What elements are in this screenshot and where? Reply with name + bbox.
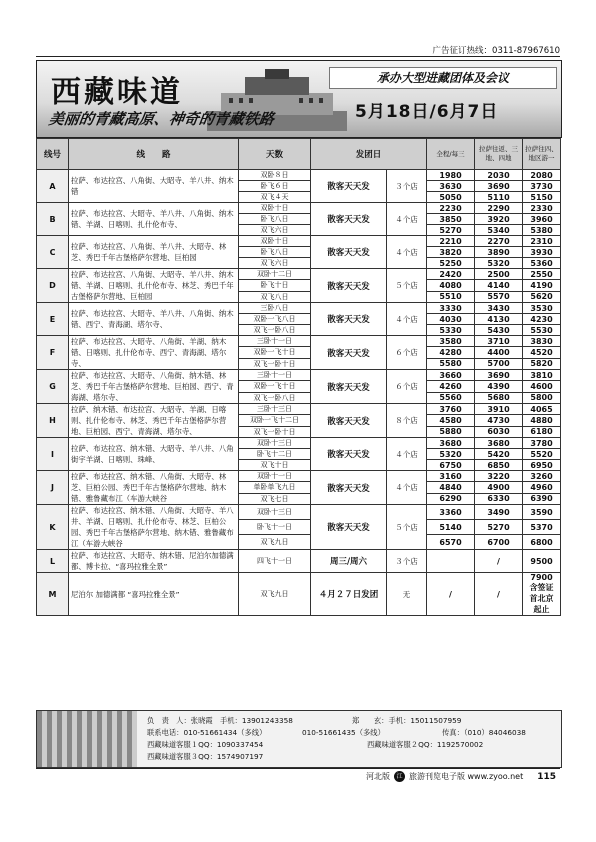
tour-duration: 双飞一卧十日 [239, 358, 311, 369]
price-cell: 3820 [427, 247, 475, 258]
contact-manager-2: 郑 玄：手机：15011507959 [352, 716, 462, 725]
price-cell: 3530 [523, 303, 561, 314]
departure-schedule: 散客天天发 [311, 438, 387, 471]
footer-network: 旅游刊览电子版 www.zyoo.net [408, 772, 524, 781]
tagline: 美丽的青藏高原、神奇的青藏铁路 [47, 110, 276, 128]
price-cell: 3220 [475, 471, 523, 482]
departure-schedule: 周三/周六 [311, 550, 387, 573]
tour-duration: 四飞十一日 [239, 550, 311, 573]
price-cell: 3590 [523, 505, 561, 520]
price-cell: 4580 [427, 415, 475, 426]
tour-duration: 双飞九日 [239, 573, 311, 616]
footer-divider [36, 768, 560, 769]
price-cell: 2330 [523, 203, 561, 214]
price-cell: 3730 [523, 181, 561, 192]
tour-duration: 卧飞八日 [239, 247, 311, 258]
shop-count: ３个店 [387, 170, 427, 203]
price-cell: 3490 [475, 505, 523, 520]
price-cell: 3260 [523, 471, 561, 482]
price-cell: 3690 [475, 370, 523, 381]
price-cell: 6180 [523, 426, 561, 437]
shop-count: ４个店 [387, 236, 427, 269]
price-cell: 5140 [427, 520, 475, 535]
route-description: 拉萨、布达拉宫、纳木错、八角街、大昭寺、羊八井、羊湖、日喀则、扎什伦布寺、林芝、巨柏公园、秀巴千年古堡格萨尔营地、纳木错、雅鲁藏布江（车游大峡谷 [69, 505, 239, 550]
departure-schedule: 散客天天发 [311, 336, 387, 370]
price-cell: 3830 [523, 336, 561, 347]
price-cell: 3890 [475, 247, 523, 258]
price-cell: 3920 [475, 214, 523, 225]
tour-duration: 卧飞八日 [239, 214, 311, 225]
price-cell: 2080 [523, 170, 561, 181]
footer-publisher: 河北版 [365, 772, 390, 781]
price-cell: 3690 [475, 181, 523, 192]
tour-duration: 双卧一飞十日 [239, 381, 311, 392]
route-description: 拉萨、布达拉宫、八角街、大昭寺、羊八井、纳木错 [69, 170, 239, 203]
price-cell: 6850 [475, 460, 523, 471]
price-cell: 5340 [475, 225, 523, 236]
tour-duration: 双卧一飞十二日 [239, 415, 311, 426]
tour-duration: 双飞七日 [239, 493, 311, 504]
col-price-lhasa-three: 拉萨往返、三地、四地 [475, 139, 523, 170]
tour-duration: 双飞十日 [239, 460, 311, 471]
line-id: I [37, 438, 69, 471]
line-id: H [37, 404, 69, 438]
price-cell: 3850 [427, 214, 475, 225]
price-cell: 4260 [427, 381, 475, 392]
price-cell: 6700 [475, 535, 523, 550]
tour-duration: 双卧十日 [239, 236, 311, 247]
price-cell: 6390 [523, 493, 561, 504]
tour-duration: 三卧十三日 [239, 404, 311, 415]
line-id: A [37, 170, 69, 203]
col-price-lhasa-four: 拉萨往四、地区游一 [523, 139, 561, 170]
tour-duration: 卧飞十日 [239, 280, 311, 291]
price-cell: 4730 [475, 415, 523, 426]
contact-phone-2: 010-51661435（多线） [302, 728, 385, 737]
header-divider [36, 56, 560, 57]
tour-duration: 三卧八日 [239, 303, 311, 314]
price-cell: / [475, 550, 523, 573]
shop-count: 无 [387, 573, 427, 616]
line-id: G [37, 370, 69, 404]
departure-schedule: 散客天天发 [311, 303, 387, 336]
price-cell: 6750 [427, 460, 475, 471]
price-cell: 5570 [475, 291, 523, 302]
price-cell: 5520 [523, 449, 561, 460]
shop-count: ５个店 [387, 505, 427, 550]
price-cell: 5560 [427, 392, 475, 403]
tour-duration: 双飞４天 [239, 192, 311, 203]
route-description: 拉萨、布达拉宫、八角街、大昭寺、羊八井、纳木错、羊湖、日喀则、扎什伦布寺、林芝、秀巴千年古堡格萨尔营地、巨柏园 [69, 269, 239, 303]
tour-duration: 三卧十一日 [239, 370, 311, 381]
price-cell: 4400 [475, 347, 523, 358]
line-id: E [37, 303, 69, 336]
tour-duration: 双卧十日 [239, 203, 311, 214]
route-description: 拉萨、布达拉宫、大昭寺、羊八井、八角街、纳木错、西宁、青海湖、塔尔寺、 [69, 303, 239, 336]
route-description: 拉萨、布达拉宫、大昭寺、八角街、羊湖、纳木错、日喀则、扎什伦布寺、西宁、青海湖、塔尔寺、 [69, 336, 239, 370]
price-cell: 5270 [427, 225, 475, 236]
price-cell: 3910 [475, 404, 523, 415]
price-cell: 6800 [523, 535, 561, 550]
page-footer [366, 771, 556, 782]
table-row [37, 170, 561, 181]
contact-phone-1: 联系电话：010-51661434（多线） [147, 728, 267, 737]
shop-count: ３个店 [387, 550, 427, 573]
line-id: L [37, 550, 69, 573]
table-row [37, 303, 561, 314]
price-cell: 5050 [427, 192, 475, 203]
banner [36, 60, 562, 138]
price-cell: 5320 [475, 258, 523, 269]
line-id: B [37, 203, 69, 236]
table-row [37, 471, 561, 482]
tour-duration: 双飞一卧十日 [239, 426, 311, 437]
price-cell: 4130 [475, 314, 523, 325]
price-cell: 3810 [523, 370, 561, 381]
price-cell: 4030 [427, 314, 475, 325]
price-cell: 5380 [523, 225, 561, 236]
price-cell: 9500 [523, 550, 561, 573]
price-cell: 5700 [475, 358, 523, 369]
route-description: 拉萨、布达拉宫、纳木错、大昭寺、羊八井、八角街宇羊湖、日喀则、珠峰、 [69, 438, 239, 471]
price-cell: 3330 [427, 303, 475, 314]
price-cell: 5110 [475, 192, 523, 203]
tour-duration: 双飞一卧八日 [239, 392, 311, 403]
tour-price-table [36, 138, 561, 616]
line-id: C [37, 236, 69, 269]
departure-schedule: 散客天天发 [311, 404, 387, 438]
contact-qq-1: 西藏味道客服１QQ：1090337454 [147, 740, 264, 749]
price-cell: 5360 [523, 258, 561, 269]
price-cell: 6570 [427, 535, 475, 550]
table-row [37, 404, 561, 415]
price-cell: 3430 [475, 303, 523, 314]
price-cell: 5430 [475, 325, 523, 336]
table-row [37, 336, 561, 347]
price-cell: 2210 [427, 236, 475, 247]
tour-duration: 双卧一飞十日 [239, 347, 311, 358]
price-cell: 5370 [523, 520, 561, 535]
shop-count: ６个店 [387, 336, 427, 370]
price-cell: 5680 [475, 392, 523, 403]
price-cell: 4900 [475, 482, 523, 493]
price-cell: 2290 [475, 203, 523, 214]
price-cell: 5420 [475, 449, 523, 460]
price-cell: 6950 [523, 460, 561, 471]
line-id: K [37, 505, 69, 550]
route-description: 拉萨、布达拉宫、大昭寺、纳木错、尼泊尔加德满都、博卡拉、“喜玛拉雅全景” [69, 550, 239, 573]
price-cell: 4190 [523, 280, 561, 291]
price-cell: 3710 [475, 336, 523, 347]
price-cell: 3780 [523, 438, 561, 449]
price-cell: 7900 含签证 首北京 起止 [523, 573, 561, 616]
table-row [37, 550, 561, 573]
price-cell: 2500 [475, 269, 523, 280]
table-row [37, 505, 561, 520]
price-cell: 4080 [427, 280, 475, 291]
table-header-row [37, 139, 561, 170]
contact-qq-3: 西藏味道客服３QQ：1574907197 [147, 752, 264, 761]
col-departure: 发团日 [311, 139, 427, 170]
price-cell: 5880 [427, 426, 475, 437]
departure-schedule: 散客天天发 [311, 170, 387, 203]
tour-duration: 三卧十一日 [239, 336, 311, 347]
tour-duration: 双卧十一日 [239, 471, 311, 482]
shop-count: ４个店 [387, 438, 427, 471]
shop-count: ４个店 [387, 203, 427, 236]
price-cell: 5510 [427, 291, 475, 302]
price-cell: 1980 [427, 170, 475, 181]
col-price-full: 全程/每三 [427, 139, 475, 170]
tour-duration: 双卧十二日 [239, 269, 311, 280]
ad-hotline: 广告征订热线：0311-87967610 [432, 46, 560, 56]
brand-title: 西藏味道 [51, 75, 183, 110]
contact-panel [36, 710, 562, 768]
price-cell: 4960 [523, 482, 561, 493]
price-cell: 3960 [523, 214, 561, 225]
tour-duration: 双卧８日 [239, 170, 311, 181]
price-cell: 4520 [523, 347, 561, 358]
tour-duration: 双卧十三日 [239, 505, 311, 520]
departure-dates: 5月18日/6月7日 [355, 102, 499, 122]
tour-duration: 单卧单飞九日 [239, 482, 311, 493]
departure-schedule: 散客天天发 [311, 370, 387, 404]
price-cell: 5530 [523, 325, 561, 336]
price-cell: 3660 [427, 370, 475, 381]
tour-duration: 卧飞十二日 [239, 449, 311, 460]
price-cell: 3680 [427, 438, 475, 449]
tour-duration: 双飞九日 [239, 535, 311, 550]
price-cell: 5800 [523, 392, 561, 403]
table-body [37, 170, 561, 616]
tour-duration: 双飞六日 [239, 225, 311, 236]
price-cell: 2420 [427, 269, 475, 280]
route-description: 拉萨、布达拉宫、大昭寺、八角街、纳木错、林芝、秀巴千年古堡格萨尔营地、巨柏园、西宁、青海湖、塔尔寺、 [69, 370, 239, 404]
tour-duration: 卧飞６日 [239, 181, 311, 192]
price-cell: 5150 [523, 192, 561, 203]
price-cell: 5320 [427, 449, 475, 460]
tour-duration: 双卧十三日 [239, 438, 311, 449]
price-cell: 6290 [427, 493, 475, 504]
price-cell: 2030 [475, 170, 523, 181]
line-id: M [37, 573, 69, 616]
departure-schedule: 散客天天发 [311, 203, 387, 236]
price-cell: 4140 [475, 280, 523, 291]
price-cell: 6030 [475, 426, 523, 437]
shop-count: ４个店 [387, 471, 427, 505]
price-cell: 3580 [427, 336, 475, 347]
col-days: 天数 [239, 139, 311, 170]
page-number: 115 [537, 771, 556, 782]
shop-count: ４个店 [387, 303, 427, 336]
col-line-id: 线号 [37, 139, 69, 170]
route-description: 拉萨、纳木错、布达拉宫、大昭寺、羊湖、日喀则、扎什伦布寺、林芝、秀巴千年古堡格萨尔营地、巨柏园、西宁、青海湖、塔尔寺、 [69, 404, 239, 438]
price-cell: 4230 [523, 314, 561, 325]
price-cell: 3680 [475, 438, 523, 449]
price-cell: 5270 [475, 520, 523, 535]
shop-count: ８个店 [387, 404, 427, 438]
departure-schedule: 散客天天发 [311, 269, 387, 303]
table-row [37, 438, 561, 449]
line-id: D [37, 269, 69, 303]
table-row [37, 236, 561, 247]
price-cell: 3930 [523, 247, 561, 258]
slogan-box: 承办大型进藏团体及会议 [329, 67, 557, 89]
publisher-logo-icon: 江 [394, 771, 405, 782]
tour-duration: 双飞一卧八日 [239, 325, 311, 336]
price-cell: 5580 [427, 358, 475, 369]
tour-duration: 卧飞十一日 [239, 520, 311, 535]
price-cell: 3360 [427, 505, 475, 520]
contact-manager: 负 责 人：张晓霞 手机：13901243358 [147, 716, 293, 725]
departure-schedule: ４月２７日发团 [311, 573, 387, 616]
price-cell: 2230 [427, 203, 475, 214]
price-cell: 3630 [427, 181, 475, 192]
table-row [37, 370, 561, 381]
price-cell: 6330 [475, 493, 523, 504]
price-cell: 5330 [427, 325, 475, 336]
price-cell: 2550 [523, 269, 561, 280]
contact-qq-2: 西藏味道客服２QQ：1192570002 [367, 740, 484, 749]
shop-count: ６个店 [387, 370, 427, 404]
price-cell: 4600 [523, 381, 561, 392]
price-cell [427, 550, 475, 573]
price-cell: 4840 [427, 482, 475, 493]
line-id: F [37, 336, 69, 370]
route-description: 尼泊尔 加德满都 “喜玛拉雅全景” [69, 573, 239, 616]
price-cell: 4065 [523, 404, 561, 415]
price-cell: 4280 [427, 347, 475, 358]
price-cell: 4390 [475, 381, 523, 392]
price-cell: 3160 [427, 471, 475, 482]
price-cell: 5620 [523, 291, 561, 302]
price-cell: 5820 [523, 358, 561, 369]
price-cell: 3760 [427, 404, 475, 415]
col-route: 线 路 [69, 139, 239, 170]
price-cell: 4880 [523, 415, 561, 426]
contact-fax: 传真：（010）84046038 [442, 728, 526, 737]
table-row [37, 573, 561, 616]
departure-schedule: 散客天天发 [311, 505, 387, 550]
price-cell: / [427, 573, 475, 616]
departure-schedule: 散客天天发 [311, 236, 387, 269]
route-description: 拉萨、布达拉宫、八角街、羊八井、大昭寺、林芝、秀巴千年古堡格萨尔营地、巨柏园 [69, 236, 239, 269]
line-id: J [37, 471, 69, 505]
table-row [37, 269, 561, 280]
price-cell: 2310 [523, 236, 561, 247]
shop-count: ５个店 [387, 269, 427, 303]
tour-duration: 双飞八日 [239, 291, 311, 302]
price-cell: / [475, 573, 523, 616]
price-cell: 2270 [475, 236, 523, 247]
route-description: 拉萨、布达拉宫、纳木错、八角街、大昭寺、林芝、巨柏公园、秀巴千年古堡格萨尔营地、纳木错、雅鲁藏布江（车游大峡谷 [69, 471, 239, 505]
departure-schedule: 散客天天发 [311, 471, 387, 505]
route-description: 拉萨、布达拉宫、大昭寺、羊八井、八角街、纳木错、羊湖、日喀则、扎什伦布寺、 [69, 203, 239, 236]
price-cell: 5250 [427, 258, 475, 269]
tour-duration: 双卧一飞八日 [239, 314, 311, 325]
table-row [37, 203, 561, 214]
tour-duration: 双飞六日 [239, 258, 311, 269]
prayer-flags-image [37, 711, 137, 767]
